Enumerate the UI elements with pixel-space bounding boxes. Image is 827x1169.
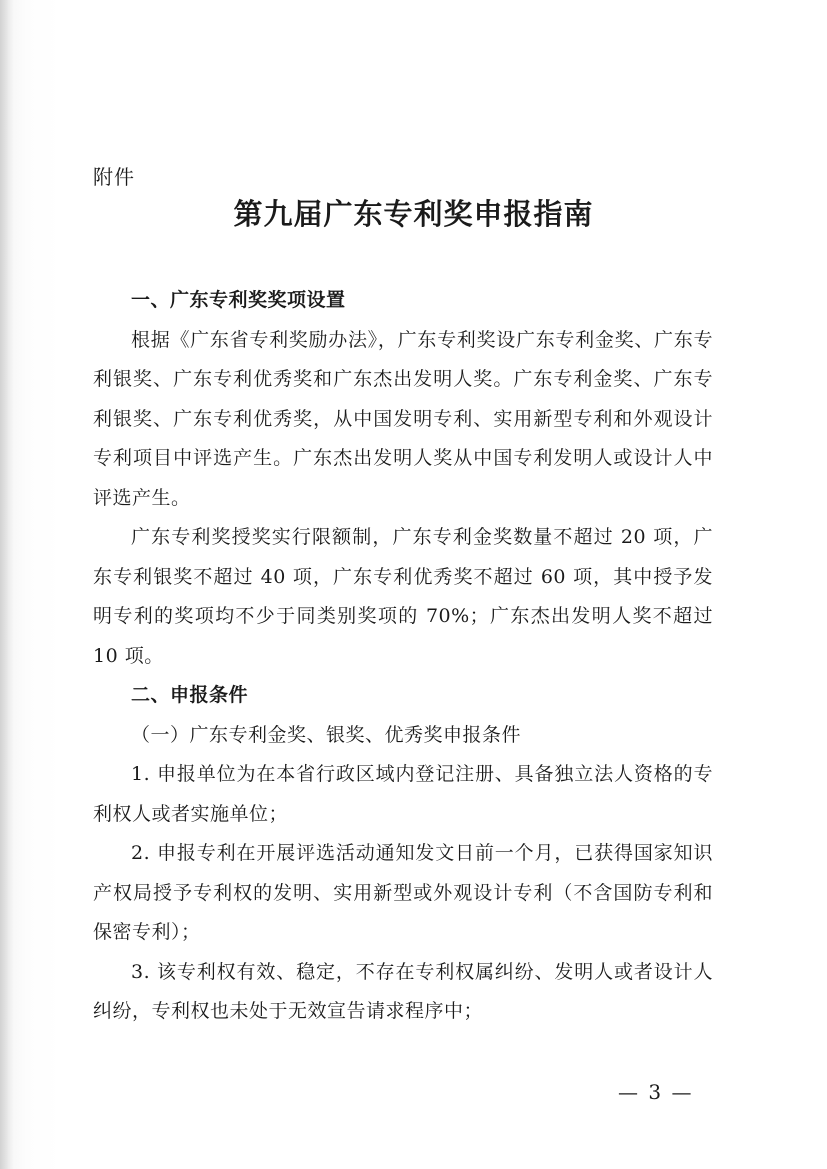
section-heading-2: 二、申报条件 [131, 684, 249, 706]
paragraph-award-settings: 根据《广东省专利奖励办法》，广东专利奖设广东专利金奖、广东专利银奖、广东专利优秀奖和广东杰出发明人奖。广东专利金奖、广东专利银奖、广东专利优秀奖，从中国发明专利、实用新型专利和外观设计专利项目中评选产生。广东杰出发明人奖从中国专利发明人或设计人中评选产生。 [93, 328, 713, 509]
document-title: 第九届广东专利奖申报指南 [233, 197, 594, 231]
paragraph-award-quota: 广东专利奖授奖实行限额制，广东专利金奖数量不超过 20 项，广东专利银奖不超过 40 项，广东专利优秀奖不超过 60 项，其中授予发明专利的奖项均不少于同类别奖项的 70%；广东杰出发明人奖不超过 10 项。 [93, 526, 713, 667]
scan-edge-shadow [0, 0, 14, 1169]
attachment-label: 附件 [93, 165, 135, 189]
page-number: — 3 — [618, 1080, 694, 1104]
subsection-heading-1: （一）广东专利金奖、银奖、优秀奖申报条件 [131, 723, 522, 746]
document-body [93, 281, 713, 1032]
condition-item-2: 2. 申报专利在开展评选活动通知发文日前一个月，已获得国家知识产权局授予专利权的发明、实用新型或外观设计专利（不含国防专利和保密专利）； [93, 842, 713, 943]
condition-item-1: 1. 申报单位为在本省行政区域内登记注册、具备独立法人资格的专利权人或者实施单位； [93, 763, 713, 825]
condition-item-3: 3. 该专利权有效、稳定，不存在专利权属纠纷、发明人或者设计人纠纷，专利权也未处于无效宣告请求程序中； [93, 960, 713, 1022]
section-heading-1: 一、广东专利奖奖项设置 [131, 289, 346, 311]
